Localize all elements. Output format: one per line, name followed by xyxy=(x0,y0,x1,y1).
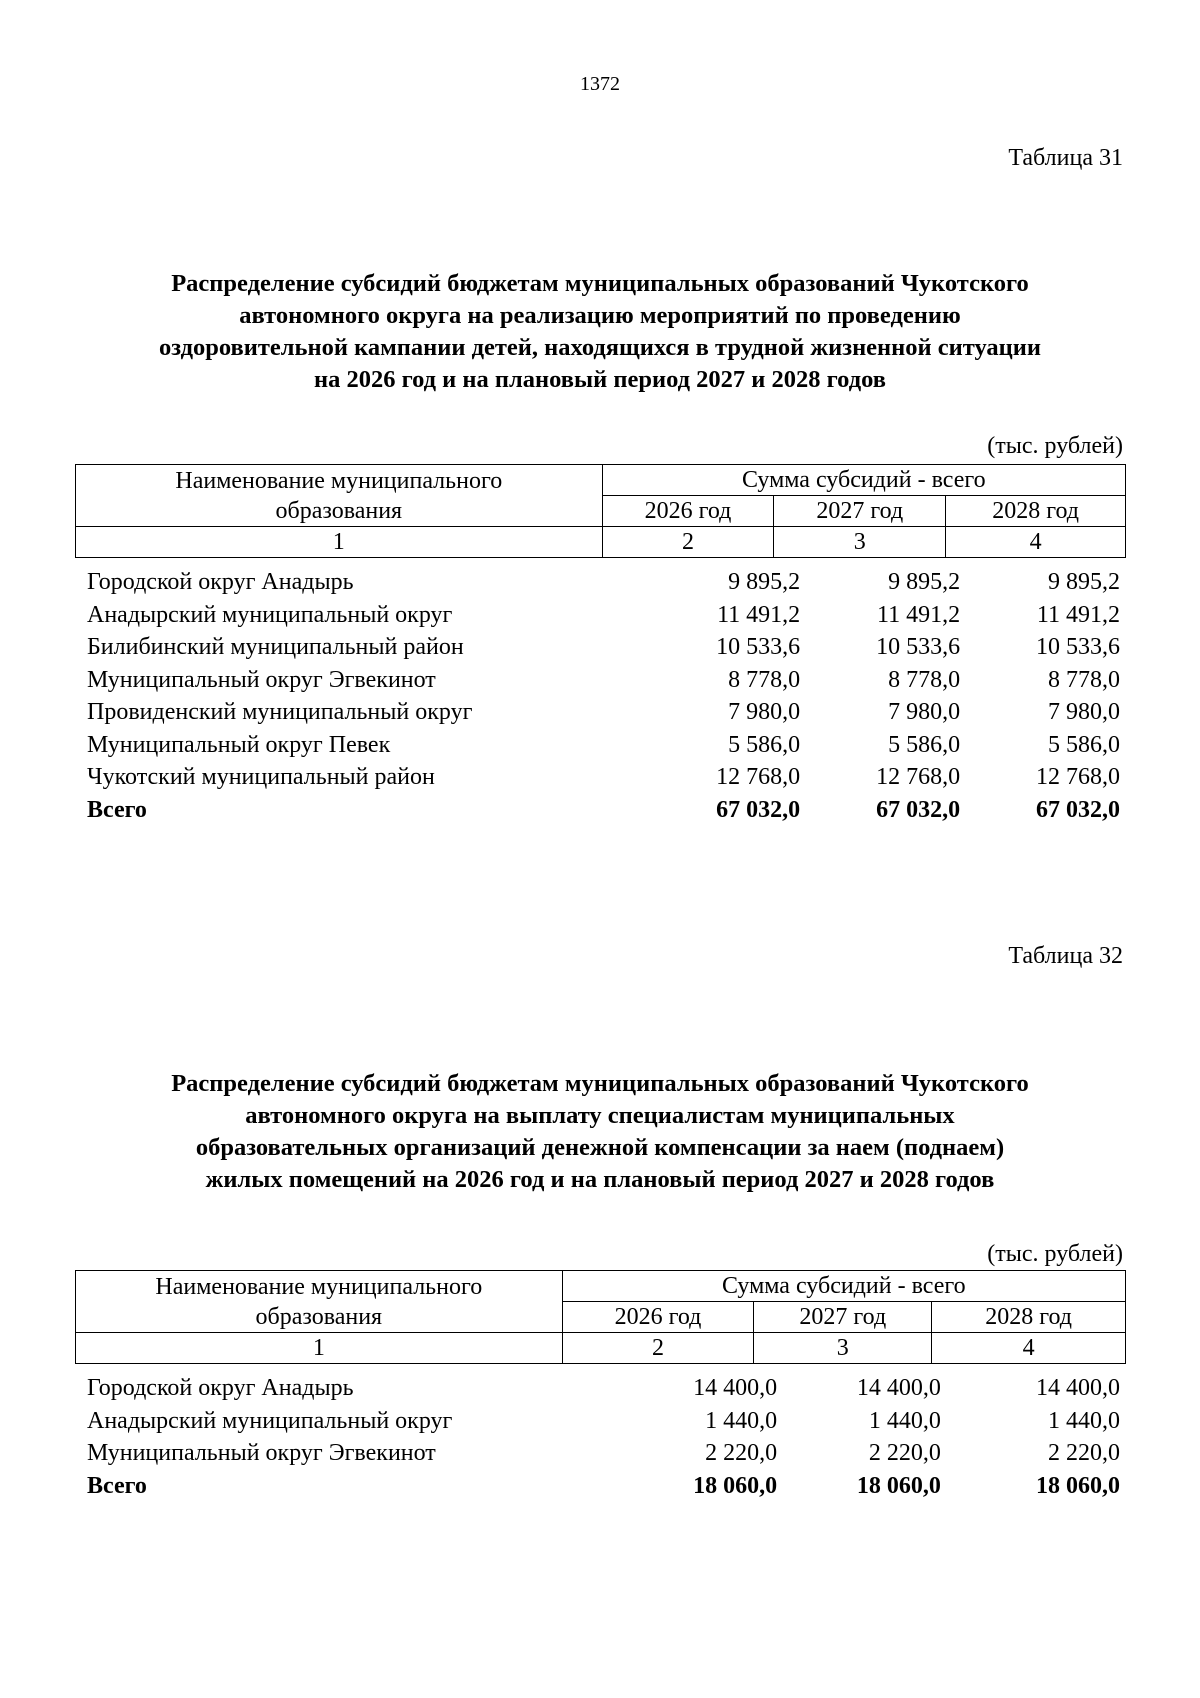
value-2027: 9 895,2 xyxy=(888,569,961,595)
total-label: Всего xyxy=(87,796,147,823)
row-name: Чукотский муниципальный район xyxy=(87,764,435,790)
row-name: Анадырский муниципальный округ xyxy=(87,1407,453,1434)
table-row xyxy=(75,1405,1120,1438)
header-name-col: Наименование муниципального образования xyxy=(76,465,603,527)
row-name: Билибинский муниципальный район xyxy=(87,634,464,660)
title-line: оздоровительной кампании детей, находящихся в трудной жизненной ситуации xyxy=(158,334,1042,361)
table-row xyxy=(75,761,1120,794)
row-name: Анадырский муниципальный округ xyxy=(87,601,453,628)
table-32-header xyxy=(75,1270,1126,1364)
header-year-2028: 2028 год xyxy=(932,1302,1126,1333)
col-number: 2 xyxy=(562,1333,754,1364)
table-row xyxy=(75,729,1120,762)
value-2026: 12 768,0 xyxy=(716,764,801,790)
col-number: 4 xyxy=(932,1333,1126,1364)
header-year-2027: 2027 год xyxy=(774,496,946,527)
table-32-label: Таблица 32 xyxy=(1008,943,1123,969)
title-line: жилых помещений на 2026 год и на плановый период 2027 и 2028 годов xyxy=(205,1166,995,1193)
total-2028: 18 060,0 xyxy=(1036,1472,1120,1499)
col-number: 2 xyxy=(602,527,774,558)
value-2027: 2 220,0 xyxy=(868,1440,941,1466)
value-2028: 9 895,2 xyxy=(1048,569,1120,595)
total-2026: 18 060,0 xyxy=(693,1472,778,1499)
value-2028: 11 491,2 xyxy=(1036,601,1120,628)
total-label: Всего xyxy=(87,1472,147,1499)
total-row xyxy=(75,1470,1120,1503)
table-31-label: Таблица 31 xyxy=(1008,145,1123,171)
row-name: Городской округ Анадырь xyxy=(87,569,354,595)
total-2027: 67 032,0 xyxy=(876,796,961,823)
title-line: автономного округа на выплату специалистам муниципальных xyxy=(245,1102,955,1129)
value-2026: 7 980,0 xyxy=(728,699,801,725)
value-2027: 12 768,0 xyxy=(876,764,961,790)
value-2026: 5 586,0 xyxy=(728,731,801,758)
col-number: 1 xyxy=(76,1333,563,1364)
title-line: на 2026 год и на плановый период 2027 и 2028 годов xyxy=(313,366,886,393)
total-2026: 67 032,0 xyxy=(716,796,801,823)
row-name: Городской округ Анадырь xyxy=(87,1375,354,1401)
table-row xyxy=(75,566,1120,599)
table-31-header xyxy=(75,464,1126,558)
value-2026: 11 491,2 xyxy=(717,601,801,628)
value-2026: 14 400,0 xyxy=(693,1375,778,1401)
value-2028: 1 440,0 xyxy=(1048,1407,1120,1434)
header-name-col: Наименование муниципального образования xyxy=(76,1271,563,1333)
value-2028: 7 980,0 xyxy=(1048,699,1120,725)
title-line: образовательных организаций денежной компенсации за наем (поднаем) xyxy=(195,1134,1005,1161)
value-2027: 8 778,0 xyxy=(888,666,961,693)
table-row xyxy=(75,696,1120,729)
col-number: 1 xyxy=(76,527,603,558)
page-number: 1372 xyxy=(580,73,620,95)
value-2026: 9 895,2 xyxy=(728,569,801,595)
table-32-title xyxy=(80,1068,1120,1196)
table-row xyxy=(75,1372,1120,1405)
table-31-body xyxy=(75,566,1120,826)
value-2026: 10 533,6 xyxy=(716,634,801,660)
header-sum-col: Сумма субсидий - всего xyxy=(602,465,1125,496)
total-2028: 67 032,0 xyxy=(1036,796,1120,823)
row-name: Муниципальный округ Певек xyxy=(87,731,391,758)
value-2026: 1 440,0 xyxy=(705,1407,778,1434)
total-2027: 18 060,0 xyxy=(856,1472,941,1499)
value-2027: 1 440,0 xyxy=(868,1407,941,1434)
row-name: Муниципальный округ Эгвекинот xyxy=(87,666,436,693)
value-2027: 5 586,0 xyxy=(888,731,961,758)
title-line: Распределение субсидий бюджетам муниципальных образований Чукотского xyxy=(171,1070,1029,1097)
col-number: 3 xyxy=(754,1333,932,1364)
value-2027: 11 491,2 xyxy=(876,601,961,628)
table-32-units: (тыс. рублей) xyxy=(987,1241,1123,1267)
value-2027: 7 980,0 xyxy=(888,699,961,725)
value-2028: 2 220,0 xyxy=(1048,1440,1120,1466)
table-row xyxy=(75,1437,1120,1470)
value-2027: 10 533,6 xyxy=(876,634,961,660)
header-year-2026: 2026 год xyxy=(562,1302,754,1333)
value-2027: 14 400,0 xyxy=(856,1375,941,1401)
value-2028: 12 768,0 xyxy=(1036,764,1120,790)
table-row xyxy=(75,664,1120,697)
total-row xyxy=(75,794,1120,827)
table-row xyxy=(75,599,1120,632)
row-name: Муниципальный округ Эгвекинот xyxy=(87,1440,436,1466)
header-year-2028: 2028 год xyxy=(946,496,1126,527)
table-row xyxy=(75,631,1120,664)
col-number: 3 xyxy=(774,527,946,558)
value-2026: 8 778,0 xyxy=(728,666,801,693)
col-number: 4 xyxy=(946,527,1126,558)
value-2028: 10 533,6 xyxy=(1036,634,1120,660)
header-year-2026: 2026 год xyxy=(602,496,774,527)
table-32-body xyxy=(75,1372,1120,1502)
header-year-2027: 2027 год xyxy=(754,1302,932,1333)
header-sum-col: Сумма субсидий - всего xyxy=(562,1271,1125,1302)
title-line: Распределение субсидий бюджетам муниципальных образований Чукотского xyxy=(171,270,1029,297)
row-name: Провиденский муниципальный округ xyxy=(87,699,473,725)
value-2028: 5 586,0 xyxy=(1048,731,1120,758)
table-31-units: (тыс. рублей) xyxy=(987,433,1123,459)
table-31-title xyxy=(80,268,1120,396)
value-2028: 14 400,0 xyxy=(1036,1375,1120,1401)
title-line: автономного округа на реализацию мероприятий по проведению xyxy=(239,302,961,329)
value-2026: 2 220,0 xyxy=(705,1440,778,1466)
value-2028: 8 778,0 xyxy=(1048,666,1120,693)
